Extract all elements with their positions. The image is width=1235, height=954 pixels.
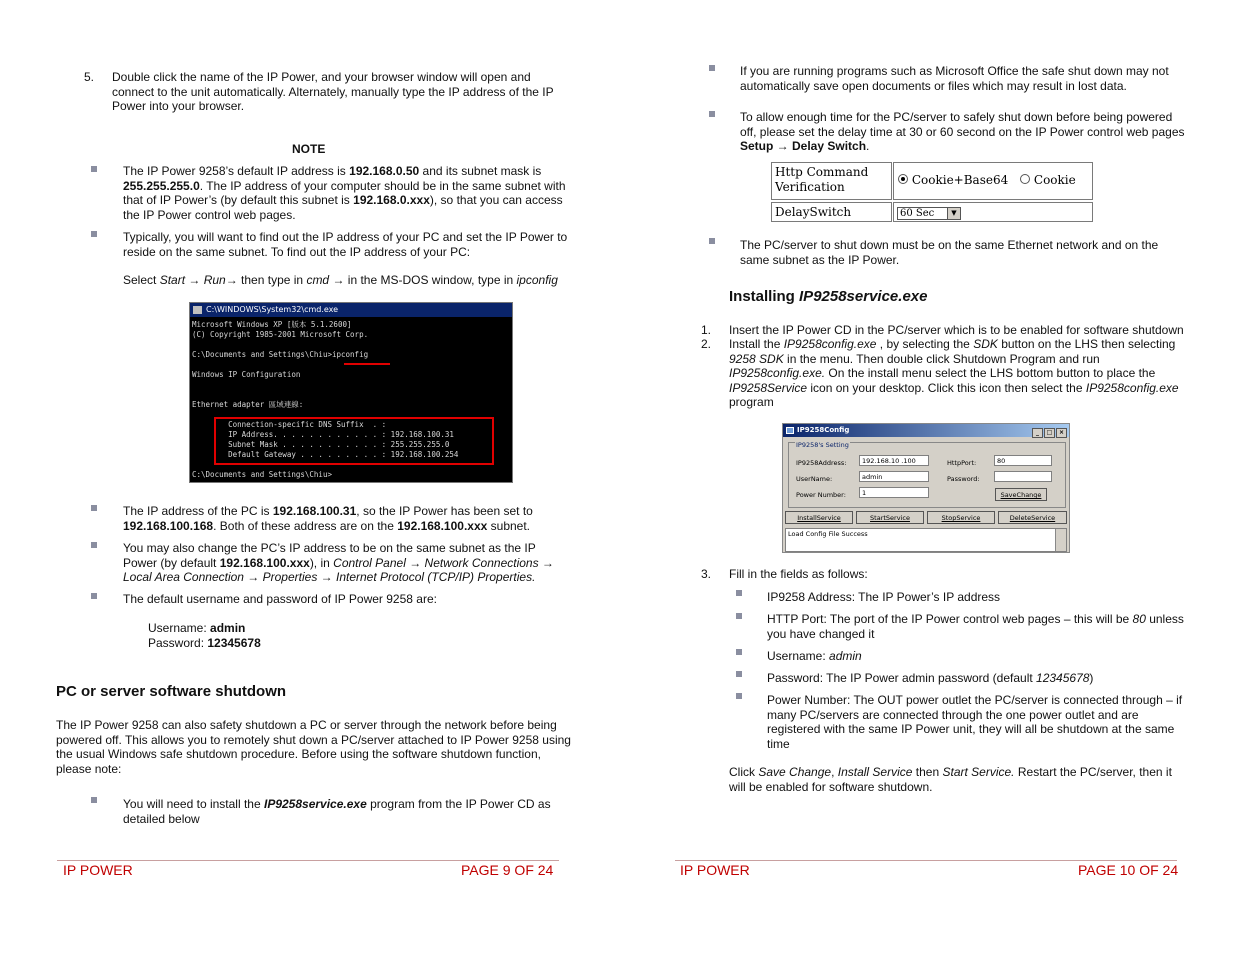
install-service-button[interactable]: InstallService xyxy=(785,511,853,524)
bullet-delay-time: To allow enough time for the PC/server to safely shut down before being powered off, please set the delay time at 30 or 60 second on the IP Power control web pages Setup → Delay Switch. xyxy=(740,110,1185,153)
username-label: UserName: xyxy=(796,475,833,483)
footer-divider xyxy=(57,860,559,861)
underline-highlight xyxy=(344,363,390,365)
bullet-square-icon xyxy=(736,613,742,619)
field-http-port: HTTP Port: The port of the IP Power control web pages – this will be 80 unless you have changed it xyxy=(767,612,1184,641)
step-3-text: Fill in the fields as follows: xyxy=(729,567,868,581)
footer-divider xyxy=(675,860,1177,861)
bullet-square-icon xyxy=(709,111,715,117)
delay-settings-screenshot xyxy=(771,162,1093,222)
verification-options: Cookie+Base64 Cookie xyxy=(893,162,1093,200)
step-2-text: Install the IP9258config.exe , by selecting the SDK button on the LHS then selecting 9258 SDK in the menu. Then double click Shutdown Program and run IP9258config.exe. On the install menu select the LHS bottom button to place the IP9258Service icon on your desktop. Click this icon then select the IP9258config.exe program xyxy=(729,337,1179,409)
address-field[interactable]: 192.168.10 .100 xyxy=(859,455,929,466)
address-label: IP9258Address: xyxy=(796,459,847,467)
password-label: Password: xyxy=(947,475,980,483)
bullet-unsaved-data: If you are running programs such as Microsoft Office the safe shut down may not automatically save open documents or files which may result in lost data. xyxy=(740,64,1169,93)
delete-service-button[interactable]: DeleteService xyxy=(998,511,1067,524)
bullet-square-icon xyxy=(709,238,715,244)
step-1-text: Insert the IP Power CD in the PC/server which is to be enabled for software shutdown xyxy=(729,323,1184,337)
save-change-button[interactable]: SaveChange xyxy=(995,488,1047,501)
highlight-box xyxy=(214,417,494,465)
window-controls xyxy=(1031,426,1067,439)
bullet-square-icon xyxy=(91,593,97,599)
bullet-install-service: You will need to install the IP9258service.exe program from the IP Power CD as detailed below xyxy=(123,797,551,826)
intro-paragraph: The IP Power 9258 can also safety shutdown a PC or server through the network before being powered off. This allows you to remotely shut down a PC/server attached to IP Power 9258 using the usual Windows safe shutdown procedure. Before using the software shutdown function, please note: xyxy=(56,718,571,776)
field-power-number: Power Number: The OUT power outlet the PC/server is connected through – if many PC/servers are connected through the one power outlet and are registered with the same IP Power unit, they will all be shutdown at the same time xyxy=(767,693,1183,751)
step-number: 5. xyxy=(84,70,95,84)
cmd-title-bar: C:\WINDOWS\System32\cmd.exe xyxy=(190,303,512,317)
final-instructions: Click Save Change, Install Service then Start Service. Restart the PC/server, then it will be enabled for software shutdown. xyxy=(729,765,1172,794)
dialog-title-bar: IP9258Config _ □ × xyxy=(783,424,1069,437)
bullet-same-network: The PC/server to shut down must be on the same Ethernet network and on the same subnet as the IP Power. xyxy=(740,238,1159,267)
step-5-text: Double click the name of the IP Power, and your browser window will open and connect to the unit automatically. Alternately, manually type the IP address of the IP Power into your browser. xyxy=(112,70,554,113)
footer-title: IP POWER xyxy=(680,862,750,878)
bullet-square-icon xyxy=(709,65,715,71)
page-number: PAGE 10 OF 24 xyxy=(1078,862,1179,878)
bullet-square-icon xyxy=(736,649,742,655)
port-label: HttpPort: xyxy=(947,459,977,467)
bullet-square-icon xyxy=(736,590,742,596)
installing-heading: Installing IP9258service.exe xyxy=(729,288,928,305)
dropdown-arrow-icon[interactable]: ▼ xyxy=(947,208,960,219)
section-title: PC or server software shutdown xyxy=(56,683,287,700)
stop-service-button[interactable]: StopService xyxy=(927,511,995,524)
maximize-icon[interactable]: □ xyxy=(1044,428,1055,438)
bullet-square-icon xyxy=(91,231,97,237)
delay-switch-label: DelaySwitch xyxy=(771,202,892,222)
footer-title: IP POWER xyxy=(63,862,133,878)
delay-select[interactable]: 60 Sec ▼ xyxy=(897,207,961,220)
radio-unselected-icon[interactable] xyxy=(1020,174,1030,184)
cmd-window-screenshot xyxy=(189,302,513,483)
close-icon[interactable]: × xyxy=(1056,428,1067,438)
field-password: Password: The IP Power admin password (default 12345678) xyxy=(767,671,1094,685)
bullet-square-icon xyxy=(91,166,97,172)
radio-selected-icon[interactable] xyxy=(898,174,908,184)
status-log: Load Config File Success xyxy=(785,528,1067,552)
field-ip-address: IP9258 Address: The IP Power’s IP address xyxy=(767,590,1001,604)
bullet-find-ip: Typically, you will want to find out the IP address of your PC and set the IP Power to reside on the same subnet. To find out the IP address of your PC: Select Start → Run→ then type in cmd → in the MS-DOS window, type in ipconfig xyxy=(123,230,568,287)
step-number: 1. xyxy=(701,323,712,337)
password-field[interactable] xyxy=(994,471,1052,482)
bullet-default-ip: The IP Power 9258’s default IP address is 192.168.0.50 and its subnet mask is 255.255.255.0. The IP address of your computer should be in the same subnet with that of IP Power’s (by default this subnet is 192.168.0.xxx), so that you can access the IP Power control web pages. xyxy=(123,164,566,222)
power-number-field[interactable]: 1 xyxy=(859,487,929,498)
group-label: IP9258's Setting xyxy=(795,438,850,453)
minimize-icon[interactable]: _ xyxy=(1032,428,1043,438)
cmd-icon xyxy=(193,306,202,314)
bullet-pc-address: The IP address of the PC is 192.168.100.31, so the IP Power has been set to 192.168.100.168. Both of these address are on the 192.168.100.xxx subnet. xyxy=(123,504,533,533)
default-credentials: Username: admin Password: 12345678 xyxy=(148,621,261,650)
http-command-label: Http Command Verification xyxy=(771,162,892,200)
delay-switch-cell xyxy=(893,202,1093,222)
field-username: Username: admin xyxy=(767,649,862,663)
app-icon xyxy=(786,427,794,434)
note-title: NOTE xyxy=(292,142,326,156)
bullet-square-icon xyxy=(91,505,97,511)
step-number: 2. xyxy=(701,337,712,351)
power-number-label: Power Number: xyxy=(796,491,846,499)
bullet-change-ip: You may also change the PC’s IP address to be on the same subnet as the IP Power (by default 192.168.100.xxx), in Control Panel → Network Connections → Local Area Connection → Properties → Internet Protocol (TCP/IP) Properties. xyxy=(123,541,554,584)
step-number: 3. xyxy=(701,567,712,581)
bullet-square-icon xyxy=(736,693,742,699)
start-service-button[interactable]: StartService xyxy=(856,511,924,524)
port-field[interactable]: 80 xyxy=(994,455,1052,466)
page-number: PAGE 9 OF 24 xyxy=(461,862,554,878)
bullet-square-icon xyxy=(91,797,97,803)
bullet-default-credentials: The default username and password of IP Power 9258 are: xyxy=(123,592,437,606)
ip9258config-dialog-screenshot xyxy=(782,423,1070,553)
cmd-output: Microsoft Windows XP [版本 5.1.2600] (C) Copyright 1985-2001 Microsoft Corp. C:\Documents and Settings\Chiu>ipconfig Windows IP Configuration Ethernet adapter 區域連線: Connection-specific DNS Suffix . : IP Address. . . . . . . . . . . . : 192.168.100.31 Subnet Mask . . . . . . . . . . . : 255.255.255.0 Default Gateway . . . . . . . . . : 192.168.100.254 C:\Documents and Settings\Chiu> xyxy=(192,320,459,479)
scrollbar[interactable] xyxy=(1055,529,1066,551)
bullet-square-icon xyxy=(736,671,742,677)
username-field[interactable]: admin xyxy=(859,471,929,482)
bullet-square-icon xyxy=(91,542,97,548)
